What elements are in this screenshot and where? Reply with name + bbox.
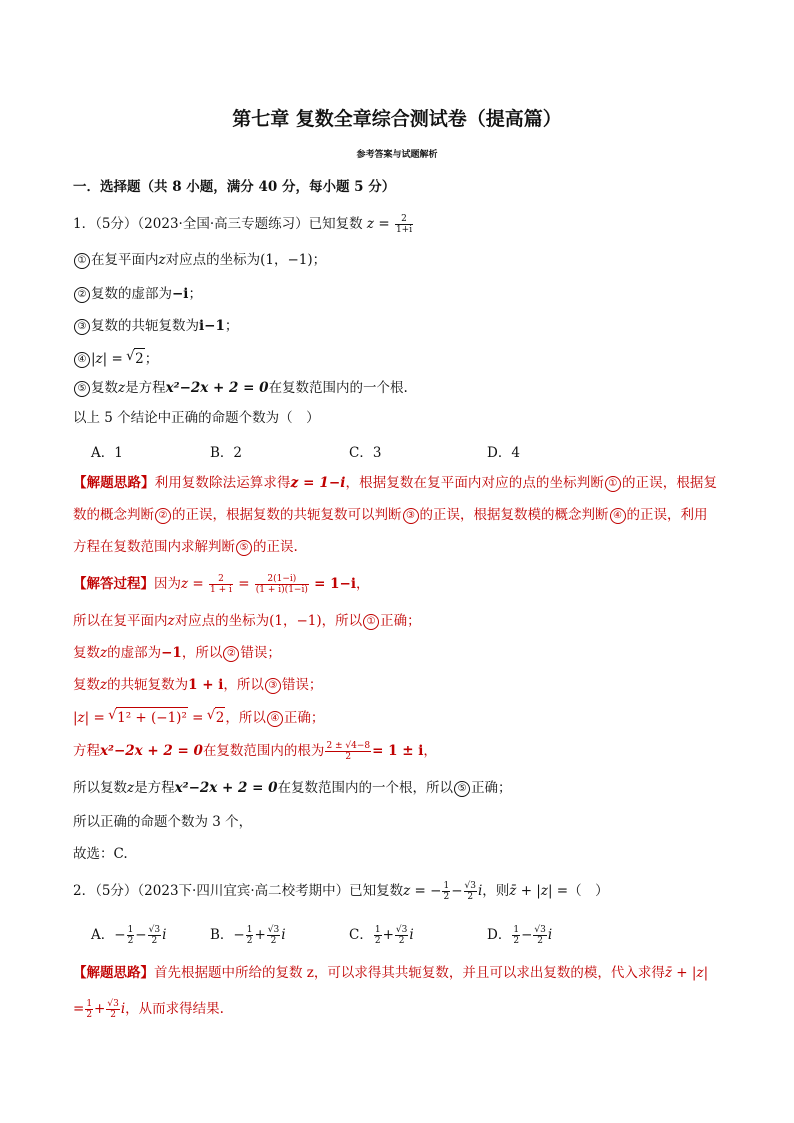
q1-fraction [395,214,413,235]
q1-process-line-6 [73,741,437,762]
fraction [464,881,477,902]
text: ，所以 [223,677,264,693]
q2-option-c[interactable] [349,923,414,946]
text: 的正误，根据复数的共轭复数可以判断 [172,507,402,523]
num: √3 [534,925,546,935]
circle-number: ④ [267,711,283,727]
text: 所以复数 [73,780,127,796]
abs-z: |z| = [73,710,105,726]
z: z = − [403,883,442,899]
text: 对应点的坐标为(1，−1)，所以 [174,613,363,629]
circle-number: ⑤ [236,540,252,556]
q1-option-a[interactable]: A．1 [91,445,123,461]
fraction [106,999,119,1020]
q1-process-line-5 [73,707,324,728]
text: ，所以 [225,710,266,726]
fraction [442,881,450,902]
value: −1 [161,645,182,661]
text: 利用复数除法运算求得 [154,475,291,491]
z: z [100,677,108,693]
text: 数的概念判断 [73,507,154,523]
equation: x²−2x + 2 = 0 [165,380,269,396]
q2-thought-line-2 [73,999,224,1020]
q1-statement-5 [73,378,408,398]
label: B． [210,927,234,943]
text: ， [356,576,370,592]
text: 的共轭复数为 [107,677,189,693]
text: 错误； [281,677,323,693]
eq: = [73,1001,85,1017]
value: i−1 [199,318,225,334]
den: 2 [537,936,543,946]
sqrt: √ 2 [134,348,145,369]
eq: = [192,710,204,726]
den: 2 [513,936,520,946]
fraction [148,925,161,946]
var-z: z [118,380,126,396]
fraction [325,741,371,762]
sign: − [114,927,126,943]
value: 1 + i [188,677,224,693]
q1-option-d[interactable]: D．4 [487,445,520,461]
text: 在复数范围内的一个根. [268,380,408,396]
sqrt: √ 2 [215,707,226,728]
num: 2 ± √4−8 [326,741,371,751]
text: 首先根据题中所给的复数 z，可以求得其共轭复数，并且可以求出复数的模，代入求得 [154,965,665,981]
text: 正确； [380,613,421,629]
thought-tag: 【解题思路】 [73,475,155,491]
z: z [167,613,175,629]
text: ； [188,286,202,302]
q1-frac-den: 1+i [395,225,413,235]
sign: − [233,927,245,943]
text: 正确； [283,710,325,726]
q1-z: z = [366,216,390,232]
i: i [409,927,414,943]
text: ； [144,351,159,367]
q1-thought-line-2 [73,505,708,525]
label: A． [91,927,115,943]
q1-process-line-2 [73,611,421,631]
q1-option-c[interactable]: C．3 [349,445,382,461]
label: C． [349,927,373,943]
op: − [521,927,533,943]
op: − [451,883,463,899]
q2-option-a[interactable] [91,923,166,946]
text: 的正误，利用 [626,507,708,523]
math: z̄ + |z| [664,965,709,981]
den: 2 [86,1010,93,1020]
circle-number: ④ [610,508,626,524]
q1-process-line-8: 所以正确的命题个数为 3 个， [73,814,253,830]
q1-process-line-9: 故选：C. [73,846,128,862]
text: 在复平面内 [91,252,159,268]
num: 1 [443,881,450,891]
text: ，则 [482,883,510,899]
den: 2 [398,936,405,946]
num: √3 [148,925,161,935]
thought-tag: 【解题思路】 [73,965,154,981]
num: 1 [127,925,134,935]
z: z = [181,576,204,592]
fraction [255,574,309,595]
num: 2 [209,574,233,585]
den: 2 [270,936,277,946]
z: z [127,780,135,796]
q1-statement-1 [73,250,326,270]
text: 因为 [154,576,181,592]
circle-number: ② [223,646,239,662]
result: = 1−i [314,576,357,592]
circle-number: ③ [265,678,281,694]
text: 对应点的坐标为(1，−1)； [165,252,327,268]
value: −i [172,286,189,302]
den: 2 [374,936,381,946]
q1-statement-3 [73,316,238,336]
q1-process-line-7 [73,778,512,798]
op: − [135,927,147,943]
op: + [94,1001,106,1017]
circle-number: ① [605,476,621,492]
abs-z: |z| = [91,351,123,367]
text: 复数 [73,645,100,661]
equation: x²−2x + 2 = 0 [174,780,278,796]
text: 2．（5分）（2023下·四川宜宾·高二校考期中）已知复数 [73,883,404,899]
math: z = 1−i [290,475,346,491]
sqrt: √ 1² + (−1)² [116,707,188,728]
section-heading: 一．选择题（共 8 小题，满分 40 分，每小题 5 分） [73,179,396,195]
text: ，从而求得结果. [125,1001,224,1017]
z: z [100,645,108,661]
label: D． [487,927,512,943]
den: 2 [151,936,158,946]
num: 1 [374,925,381,935]
i: i [281,927,286,943]
expr: z̄ + |z| = [509,883,569,899]
page-title: 第七章 复数全章综合测试卷（提高篇） [232,108,562,130]
q2-thought-line-1 [73,963,708,983]
q1-stem-text: 1．（5分）（2023·全国·高三专题练习）已知复数 [73,216,363,232]
text: ； [224,318,239,334]
circle-number: ③ [74,319,90,335]
text: 方程 [73,743,100,759]
text: ， [423,743,437,759]
result: = 1 ± i [372,743,424,759]
q1-frac-num: 2 [395,214,413,225]
i: i [547,927,553,943]
text: 的虚部为 [107,645,162,661]
op: + [382,927,394,943]
num: 1 [86,999,93,1009]
num: √3 [107,999,119,1009]
text: ，所以 [181,645,223,661]
num: 2(1−i) [255,574,309,585]
text: 错误； [240,645,281,661]
q1-process-line-4 [73,675,322,695]
fraction [246,925,254,946]
q2-option-b[interactable] [210,923,286,946]
q1-statement-4 [73,348,158,369]
q1-thought-line-1 [73,473,717,493]
den: 2 [467,892,474,902]
den: 1 + i [210,585,232,595]
circle-number: ② [74,287,90,303]
q2-stem [73,881,609,902]
text: 正确； [471,780,512,796]
circle-number: ① [74,253,90,269]
page-subtitle: 参考答案与试题解析 [356,150,438,160]
equation: x²−2x + 2 = 0 [100,743,203,759]
fraction [395,925,408,946]
op: + [254,927,266,943]
den: 2 [246,936,253,946]
den: 2 [443,892,450,902]
q2-option-d[interactable] [487,923,552,946]
fraction [209,574,233,595]
q1-option-b[interactable]: B．2 [210,445,243,461]
text: 复数的共轭复数为 [91,318,199,334]
circle-number: ② [155,508,171,524]
fraction [512,925,520,946]
num: √3 [267,925,280,935]
den: 2 [345,752,352,762]
q1-statement-2 [73,284,202,304]
text: 所以在复平面内 [73,613,168,629]
text: 是方程 [134,780,175,796]
circle-number: ⑤ [74,381,90,397]
text: 方程在复数范围内求解判断 [73,539,235,555]
num: 1 [513,925,520,935]
q1-stem [73,214,414,235]
fraction [127,925,135,946]
den: 2 [110,1010,116,1020]
q1-ask: 以上 5 个结论中正确的命题个数为（ ） [73,410,320,426]
text: 复数 [91,380,118,396]
num: √3 [395,925,408,935]
fraction [85,999,93,1020]
i: i [477,883,483,899]
eq: = [238,576,250,592]
q1-process-line-3 [73,643,281,663]
circle-number: ④ [74,352,90,368]
circle-number: ⑤ [454,781,470,797]
text: 在复数范围内的根为 [202,743,325,759]
num: √3 [464,881,476,891]
circle-number: ③ [403,508,419,524]
text: 是方程 [125,380,166,396]
i: i [162,927,167,943]
den: 2 [127,936,134,946]
text: 复数的虚部为 [91,286,172,302]
process-tag: 【解答过程】 [73,576,154,592]
text: 的正误，根据复 [621,475,718,491]
circle-number: ① [363,614,379,630]
fraction [374,925,382,946]
fraction [267,925,280,946]
den: (1 + i)(1−i) [255,585,308,595]
text: 复数 [73,677,100,693]
text: （ ） [568,883,609,899]
text: 的正误，根据复数模的概念判断 [419,507,609,523]
text: 的正误. [253,539,298,555]
text: 在复数范围内的一个根，所以 [277,780,454,796]
num: 1 [246,925,253,935]
text: ，根据复数在复平面内对应的点的坐标判断 [345,475,604,491]
var-z: z [158,252,166,268]
q1-thought-line-3 [73,537,298,557]
fraction [533,925,546,946]
q1-process-line-1 [73,574,370,595]
i: i [120,1001,126,1017]
